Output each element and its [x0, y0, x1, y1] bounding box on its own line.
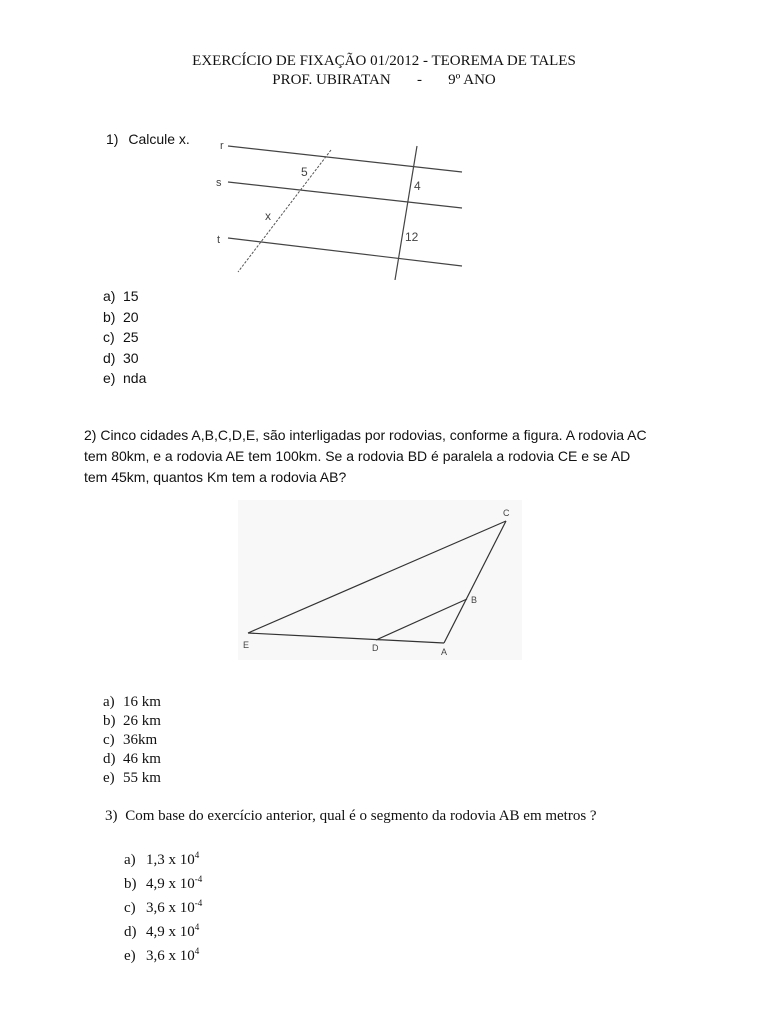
label-C: C — [503, 508, 510, 518]
question-2-line-2: tem 80km, e a rodovia AE tem 100km. Se a rodovia BD é paralela a rodovia CE e se AD — [84, 448, 631, 464]
triangle-figure — [238, 500, 522, 660]
line-t — [228, 238, 462, 266]
question-2-line-1: 2) Cinco cidades A,B,C,D,E, são interligadas por rodovias, conforme a figura. A rodovia AC — [84, 427, 647, 443]
option-base: 1,3 x 10 — [146, 852, 195, 868]
option-a[interactable] — [103, 693, 161, 712]
document-title: EXERCÍCIO DE FIXAÇÃO 01/2012 - TEOREMA DE TALES — [192, 53, 576, 69]
label-x: x — [265, 209, 271, 223]
option-b[interactable] — [103, 712, 161, 731]
label-t: t — [217, 234, 221, 246]
option-b[interactable] — [124, 870, 202, 894]
option-d[interactable] — [103, 750, 161, 769]
option-c[interactable] — [103, 327, 146, 348]
option-base: 3,6 x 10 — [146, 900, 195, 916]
option-exponent: 4 — [194, 946, 200, 956]
label-5: 5 — [301, 165, 308, 179]
label-D: D — [372, 643, 379, 653]
option-letter: a) — [124, 852, 136, 868]
option-letter: d) — [103, 751, 116, 767]
option-letter: a) — [103, 694, 115, 710]
question-1-text: Calcule x. — [128, 131, 190, 147]
option-letter: b) — [103, 713, 116, 729]
question-3-options — [124, 846, 202, 966]
question-2-text — [84, 425, 647, 488]
question-3-number: 3) — [105, 808, 118, 824]
option-letter: b) — [124, 876, 137, 892]
label-s: s — [216, 177, 222, 189]
option-exponent: 4 — [194, 922, 200, 932]
option-d[interactable] — [103, 348, 146, 369]
option-text: 26 km — [123, 713, 161, 729]
label-12: 12 — [405, 230, 419, 244]
option-text: 55 km — [123, 770, 161, 786]
line-r — [228, 146, 462, 172]
option-a[interactable] — [103, 286, 146, 307]
question-2-options — [103, 693, 161, 788]
option-letter: c) — [103, 329, 115, 345]
option-text: 30 — [123, 349, 139, 366]
option-letter: e) — [103, 770, 115, 786]
option-text: 25 — [123, 329, 139, 345]
option-a[interactable] — [124, 846, 202, 870]
label-A: A — [441, 647, 448, 657]
option-exponent: 4 — [194, 850, 200, 860]
option-text: 15 — [123, 288, 139, 304]
option-text: nda — [123, 370, 147, 386]
option-c[interactable] — [124, 894, 202, 918]
option-letter: d) — [103, 349, 116, 366]
question-1-options — [103, 286, 146, 389]
document-subtitle: PROF. UBIRATAN - 9º ANO — [272, 72, 496, 88]
option-b[interactable] — [103, 307, 146, 328]
option-e[interactable] — [103, 368, 146, 389]
parallel-lines-figure — [200, 130, 480, 280]
transversal-left — [238, 150, 331, 272]
option-letter: b) — [103, 308, 116, 325]
option-text: 20 — [123, 308, 139, 325]
option-text: 36km — [123, 732, 158, 748]
option-exponent: -4 — [194, 898, 203, 908]
option-base: 4,9 x 10 — [146, 876, 195, 892]
option-exponent: -4 — [194, 874, 203, 884]
option-text: 16 km — [123, 694, 161, 710]
option-letter: d) — [124, 924, 137, 940]
label-E: E — [243, 640, 250, 650]
option-d[interactable] — [124, 918, 202, 942]
option-letter: e) — [124, 948, 136, 964]
option-base: 3,6 x 10 — [146, 948, 195, 964]
option-e[interactable] — [103, 769, 161, 788]
option-e[interactable] — [124, 942, 202, 966]
label-r: r — [220, 140, 224, 152]
option-c[interactable] — [103, 731, 161, 750]
option-text: 46 km — [123, 751, 161, 767]
option-letter: c) — [124, 900, 136, 916]
label-4: 4 — [414, 179, 421, 193]
line-s — [228, 182, 462, 208]
question-3-text: Com base do exercício anterior, qual é o segmento da rodovia AB em metros ? — [125, 808, 597, 824]
question-2-line-3: tem 45km, quantos Km tem a rodovia AB? — [84, 469, 347, 485]
option-letter: a) — [103, 288, 116, 304]
option-letter: c) — [103, 732, 115, 748]
question-1-number: 1) — [106, 131, 119, 147]
question-1-prompt — [106, 131, 190, 147]
option-base: 4,9 x 10 — [146, 924, 195, 940]
option-letter: e) — [103, 370, 116, 386]
label-B: B — [471, 595, 478, 605]
question-3-prompt — [105, 808, 597, 825]
